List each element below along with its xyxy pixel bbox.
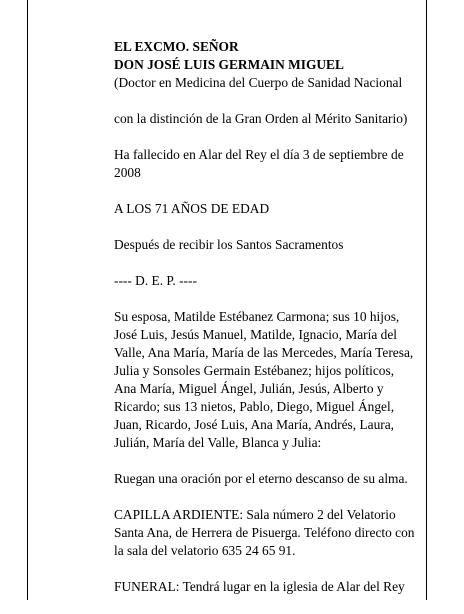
distinction-line: con la distinción de la Gran Orden al Mérito Sanitario): [114, 111, 408, 126]
obituary-header: [114, 38, 418, 92]
dep-line: ---- D. E. P. ----: [114, 273, 197, 288]
prayer-line: Ruegan una oración por el eterno descanso de su alma.: [114, 471, 408, 486]
death-notice: Ha fallecido en Alar del Rey el día 3 de septiembre de 2008: [114, 147, 404, 180]
family-paragraph: Su esposa, Matilde Estébanez Carmona; sus 10 hijos, José Luis, Jesús Manuel, Matilde, Ignacio, María del Valle, Ana María, María de las Mercedes, María Teresa, Julia y Sonsoles Germain Estébanez; hijos políticos, Ana María, Miguel Ángel, Julián, Jesús, Alberto y Ricardo; sus 13 nietos, Pablo, Diego, Miguel Ángel, Juan, Ricardo, José Luis, Ana María, Andrés, Laura, Julián, María del Valle, Blanca y Julia:: [114, 309, 414, 450]
obituary-text: [114, 38, 418, 614]
title-line-2: DON JOSÉ LUIS GERMAIN MIGUEL: [114, 57, 344, 72]
chapel-paragraph: CAPILLA ARDIENTE: Sala número 2 del Velatorio Santa Ana, de Herrera de Pisuerga. Teléfono directo con la sala del velatorio 635 24 65 91.: [114, 507, 415, 558]
profession-line: (Doctor en Medicina del Cuerpo de Sanidad Nacional: [114, 75, 403, 90]
age-line: A LOS 71 AÑOS DE EDAD: [114, 201, 270, 216]
sacraments-line: Después de recibir los Santos Sacramentos: [114, 237, 344, 252]
funeral-paragraph: FUNERAL: Tendrá lugar en la iglesia de Alar del Rey: [114, 579, 405, 594]
title-line-1: EL EXCMO. SEÑOR: [114, 39, 239, 54]
